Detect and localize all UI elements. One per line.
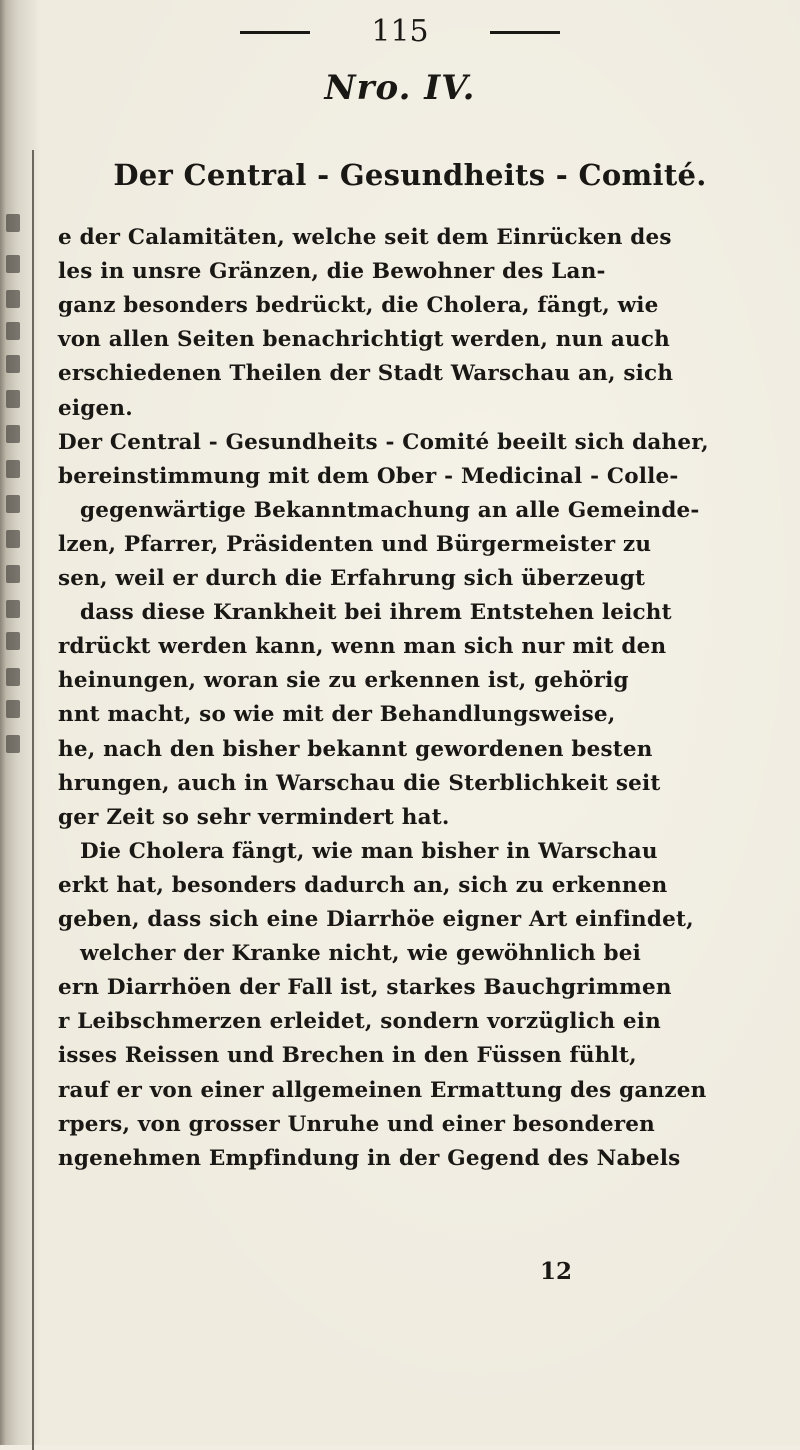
bleed-through-mark	[6, 355, 20, 373]
text-line: les in unsre Gränzen, die Bewohner des Lan-	[58, 259, 606, 284]
text-line: rdrückt werden kann, wenn man sich nur mit den	[58, 634, 667, 659]
bleed-through-mark	[6, 735, 20, 753]
text-line: ngenehmen Empfindung in der Gegend des Nabels	[58, 1146, 681, 1171]
text-line: von allen Seiten benachrichtigt werden, nun auch	[58, 327, 670, 352]
page-edge-line	[32, 150, 34, 1450]
bleed-through-mark	[6, 632, 20, 650]
bleed-through-mark	[6, 214, 20, 232]
bleed-through-mark	[6, 290, 20, 308]
text-line: eigen.	[58, 396, 133, 421]
bleed-through-mark	[6, 495, 20, 513]
running-header	[200, 14, 600, 50]
text-line: ganz besonders bedrückt, die Cholera, fängt, wie	[58, 293, 659, 318]
text-line: ger Zeit so sehr vermindert hat.	[58, 805, 450, 830]
page-number: 115	[371, 14, 429, 49]
text-line: isses Reissen und Brechen in den Füssen fühlt,	[58, 1043, 637, 1068]
text-line: e der Calamitäten, welche seit dem Einrücken des	[58, 225, 672, 250]
text-line: erkt hat, besonders dadurch an, sich zu erkennen	[58, 873, 668, 898]
text-line: rpers, von grosser Unruhe und einer besonderen	[58, 1112, 656, 1137]
text-line: dass diese Krankheit bei ihrem Entstehen leicht	[80, 600, 672, 625]
bleed-through-mark	[6, 600, 20, 618]
text-line: bereinstimmung mit dem Ober - Medicinal - Colle-	[58, 464, 679, 489]
text-line: lzen, Pfarrer, Präsidenten und Bürgermeister zu	[58, 532, 652, 557]
text-line: welcher der Kranke nicht, wie gewöhnlich bei	[80, 941, 642, 966]
bleed-through-mark	[6, 425, 20, 443]
text-line: gegenwärtige Bekanntmachung an alle Gemeinde-	[80, 498, 700, 523]
section-number: Nro. IV.	[324, 68, 476, 108]
text-line: Die Cholera fängt, wie man bisher in Warschau	[80, 839, 658, 864]
bleed-through-mark	[6, 460, 20, 478]
text-line: heinungen, woran sie zu erkennen ist, gehörig	[58, 668, 629, 693]
bleed-through-mark	[6, 255, 20, 273]
text-line: hrungen, auch in Warschau die Sterblichkeit seit	[58, 771, 661, 796]
bleed-through-mark	[6, 390, 20, 408]
bleed-through-mark	[6, 530, 20, 548]
bleed-through-mark	[6, 322, 20, 340]
section-title: Der Central - Gesundheits - Comité.	[113, 158, 707, 192]
bleed-through-mark	[6, 565, 20, 583]
binding-gutter	[0, 0, 40, 1445]
header-rule-left	[240, 31, 310, 34]
bleed-through-mark	[6, 700, 20, 718]
bleed-through-mark	[6, 668, 20, 686]
text-line: erschiedenen Theilen der Stadt Warschau an, sich	[58, 361, 674, 386]
header-rule-right	[490, 31, 560, 34]
text-line: he, nach den bisher bekannt gewordenen besten	[58, 737, 653, 762]
text-line: sen, weil er durch die Erfahrung sich überzeugt	[58, 566, 646, 591]
text-line: rauf er von einer allgemeinen Ermattung des ganzen	[58, 1078, 707, 1103]
text-line: ern Diarrhöen der Fall ist, starkes Bauchgrimmen	[58, 975, 672, 1000]
text-line: geben, dass sich eine Diarrhöe eigner Art einfindet,	[58, 907, 694, 932]
text-line: Der Central - Gesundheits - Comité beeilt sich daher,	[58, 430, 709, 455]
text-line: nnt macht, so wie mit der Behandlungsweise,	[58, 702, 616, 727]
text-line: r Leibschmerzen erleidet, sondern vorzüglich ein	[58, 1009, 661, 1034]
signature-mark: 12	[540, 1258, 573, 1285]
